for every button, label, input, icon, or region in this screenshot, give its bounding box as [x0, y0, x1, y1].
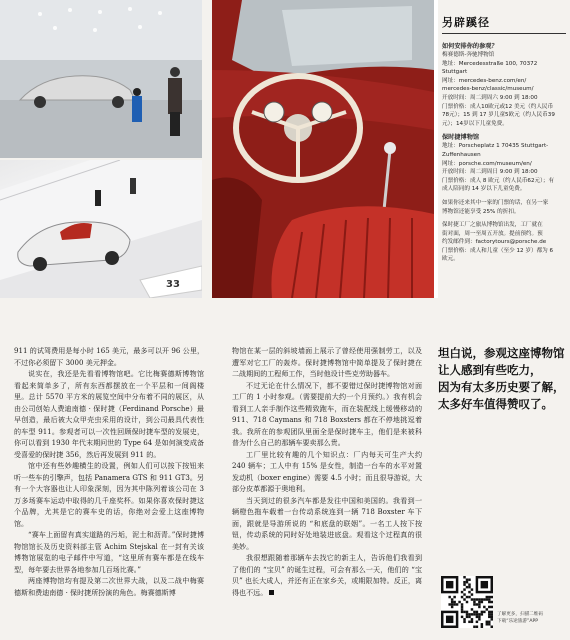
sidebar-block-discount [442, 199, 566, 216]
pull-quote-line: 让人感到有些吃力， [438, 363, 542, 377]
article-paragraph: 两座博物馆均有提及第二次世界大战，以及二战中梅赛德斯和费迪南德 · 保时捷所扮演的角色。梅赛德斯博 [14, 576, 204, 597]
article-paragraph: 不过无论在什么情况下，都不要错过保时捷博物馆对面工厂的 1 小时参观。（需要提前大约一个月预约。）我有机会看到工人亲手制作这些精致跑车，而在装配线上缓慢移动的 911、718 Caymans 和 718 Boxsters 都在不停地挑逗着我。我所在的参观团队里面全是保时捷车主，他们是来被科普为什么自己的那辆车要卖那么贵。 [232, 380, 422, 447]
article-paragraph: “赛车上面留有真实道路的污垢，泥土和沥青。”保时捷博物馆馆长及历史资料部主管 Achim Stejskal 在一封有关该博物馆展览的电子邮件中写道，“这里所有赛车都是在线车型，每年要去世界各地参加几百场比赛。” [14, 530, 204, 574]
article-paragraph-last [232, 552, 422, 598]
sidebar-title-rule [442, 33, 566, 34]
photo-museum-floor [0, 160, 202, 298]
article-column-2 [232, 345, 422, 598]
sidebar-line: Stuttgart [442, 69, 468, 76]
qr-code-pattern [441, 576, 493, 628]
article-paragraph: 说实在，我还是先看看博物馆吧。它比梅赛德斯博物馆看起来简单多了，所有东西都摆放在一个平层和一间阁楼里。总计 5570 平方米的展览空间中分布着不同的展区，从由公司创始人费迪南德 · 保时捷（Ferdinand Porsche）最早创造，最后被大众甲壳虫采用的设计，到公司最具代表性的车型 911。参观者可以一次性回顾保时捷车型的发展史，你可以看到 1930 年代末期问世的 Type 64 是如何演变成备受喜爱的保时捷 356，然后再发展到 911 的。 [14, 369, 204, 459]
sidebar-line: 门票价格：成人10欧元或12 美元（约人民币 [442, 103, 554, 110]
sidebar-line: 欧元。 [442, 256, 459, 263]
article-paragraph: 911 的试驾费用是每小时 165 美元，最多可以开 96 公里，不过你必须留下 3000 美元押金。 [14, 346, 204, 367]
article-paragraph: 工厂里比较有趣的几个知识点：厂内每天可生产大约 240 辆车；工人中有 15% 是女性，制造一台车的水平对置发动机（boxer engine）需要 4.5 小时；而且很导游说，大部分皮革都源于奥地利。 [232, 449, 422, 493]
article-paragraph: 馆中还有些妙趣横生的设置，例如人们可以按下按钮来听一些车的引擎声，包括 Panamera GTS 和 911 GT3。另有一个大容器也让人印象深刻，因为其中陈列着该公司在 3 万多场赛车运动中取得的几千座奖杯。如果你喜欢保时捷这个品牌，尤其是它的赛车史的话，你绝对会爱上这座博物馆。 [14, 461, 204, 528]
pull-quote-line: 太多好车值得赞叹了。 [438, 397, 553, 411]
sidebar-line: 如果你还来其中一家的门票的话，在另一家 [442, 199, 549, 206]
qr-caption-line: 了解更多，扫描二维码 [497, 612, 543, 617]
article-paragraph: 当天到过的很多汽车都是发往中国和美国的。我看到一辆橙色拖车载着一台传动系统连到一辆 718 Boxster 车下面，跟就是导游所说的 “和底盘的联姻”。一名工人按下按钮，传动系统的同时好处地装进底盘。观看这个过程真的很美妙。 [232, 495, 422, 551]
sidebar-line: 保时捷工厂之旅从博物馆出发，工厂就在 [442, 222, 543, 229]
sidebar-line: 约发邮件到：factorytours@porsche.de [442, 239, 547, 246]
qr-caption [497, 612, 567, 625]
sidebar-line: 元）；14岁以下儿童免费。 [442, 120, 508, 127]
sidebar-block-heading: 保时捷博物馆 [442, 134, 480, 142]
sidebar-block-mercedes [442, 42, 566, 128]
race-number-plate: 33 [166, 279, 180, 290]
sidebar-title: 另辟蹊径 [442, 16, 490, 29]
sidebar-line: mercedes-benz/classic/museum/ [442, 86, 534, 93]
pull-quote [438, 345, 566, 413]
pull-quote-line: 因为有太多历史要了解， [438, 380, 565, 394]
museum-floor-illustration [0, 160, 202, 298]
sidebar-line: 门票价格：成人 8 欧元（约人民币62元）；有 [442, 177, 555, 184]
article-column-1 [14, 345, 204, 598]
sidebar-line: 梅赛德斯-奔驰博物馆 [442, 52, 495, 58]
sidebar-line: 博物馆还能享受 25% 的折扣。 [442, 208, 520, 215]
sidebar-line: 成人陪同的 14 岁以下儿童免费。 [442, 186, 526, 193]
article-paragraph-text: 我很想跟随着那辆车去找它的新主人，告诉他们我看到了他们的 “宝贝” 的诞生过程，可会有那么一天，他们的 “宝贝” 也长大成人，并还有正在家乡关，或期限加特。反正，离得也不远。 [232, 553, 422, 597]
pull-quote-line: 坦白说，参观这座博物馆 [438, 346, 565, 360]
photo-car-interior [212, 0, 434, 298]
qr-code-icon[interactable] [441, 576, 493, 628]
sidebar-line: 地址：Mercedesstraße 100, 70372 [442, 60, 538, 67]
sidebar-line: 门票价格：成人和儿童（至少 12 岁）都为 6 [442, 247, 554, 254]
end-mark-icon [269, 590, 274, 595]
travel-info-sidebar [438, 0, 570, 300]
sidebar-line: 网址：porsche.com/museum/en/ [442, 160, 532, 167]
museum-hall-illustration [0, 0, 202, 158]
sidebar-block-factory-tour [442, 221, 566, 264]
sidebar-line: 开放时间：周二到周日 9:00 到 18:00 [442, 169, 538, 176]
sidebar-block-heading: 如何安排你的参观？ [442, 43, 498, 50]
article-paragraph: 物馆在某一层的斜坡墙面上展示了曾经使用强制劳工，以及遭军对它工厂的轰炸。保时捷博物馆中简单提及了保时捷在二战期间的工程师工作，当时他设计些克劳助器车。 [232, 346, 422, 378]
qr-caption-line: 下载“乐途旅游”APP [497, 618, 539, 624]
sidebar-line: 网址：mercedes-benz.com/en/ [442, 77, 527, 84]
sidebar-block-porsche [442, 133, 566, 194]
car-interior-illustration [212, 0, 434, 298]
sidebar-line: 地址：Porscheplatz 1 70435 Stuttgart- [442, 143, 549, 150]
sidebar-line: 78元）；15 到 17 岁儿童5欧元（约人民币39 [442, 112, 555, 119]
sidebar-line: 街对面，周一至周五开放。提前预约。预 [442, 230, 543, 237]
photo-museum-hall [0, 0, 202, 158]
sidebar-line: Zuffenhausen [442, 151, 481, 158]
sidebar-line: 开放时间：周二到周六 9:00 到 18:00 [442, 94, 538, 101]
